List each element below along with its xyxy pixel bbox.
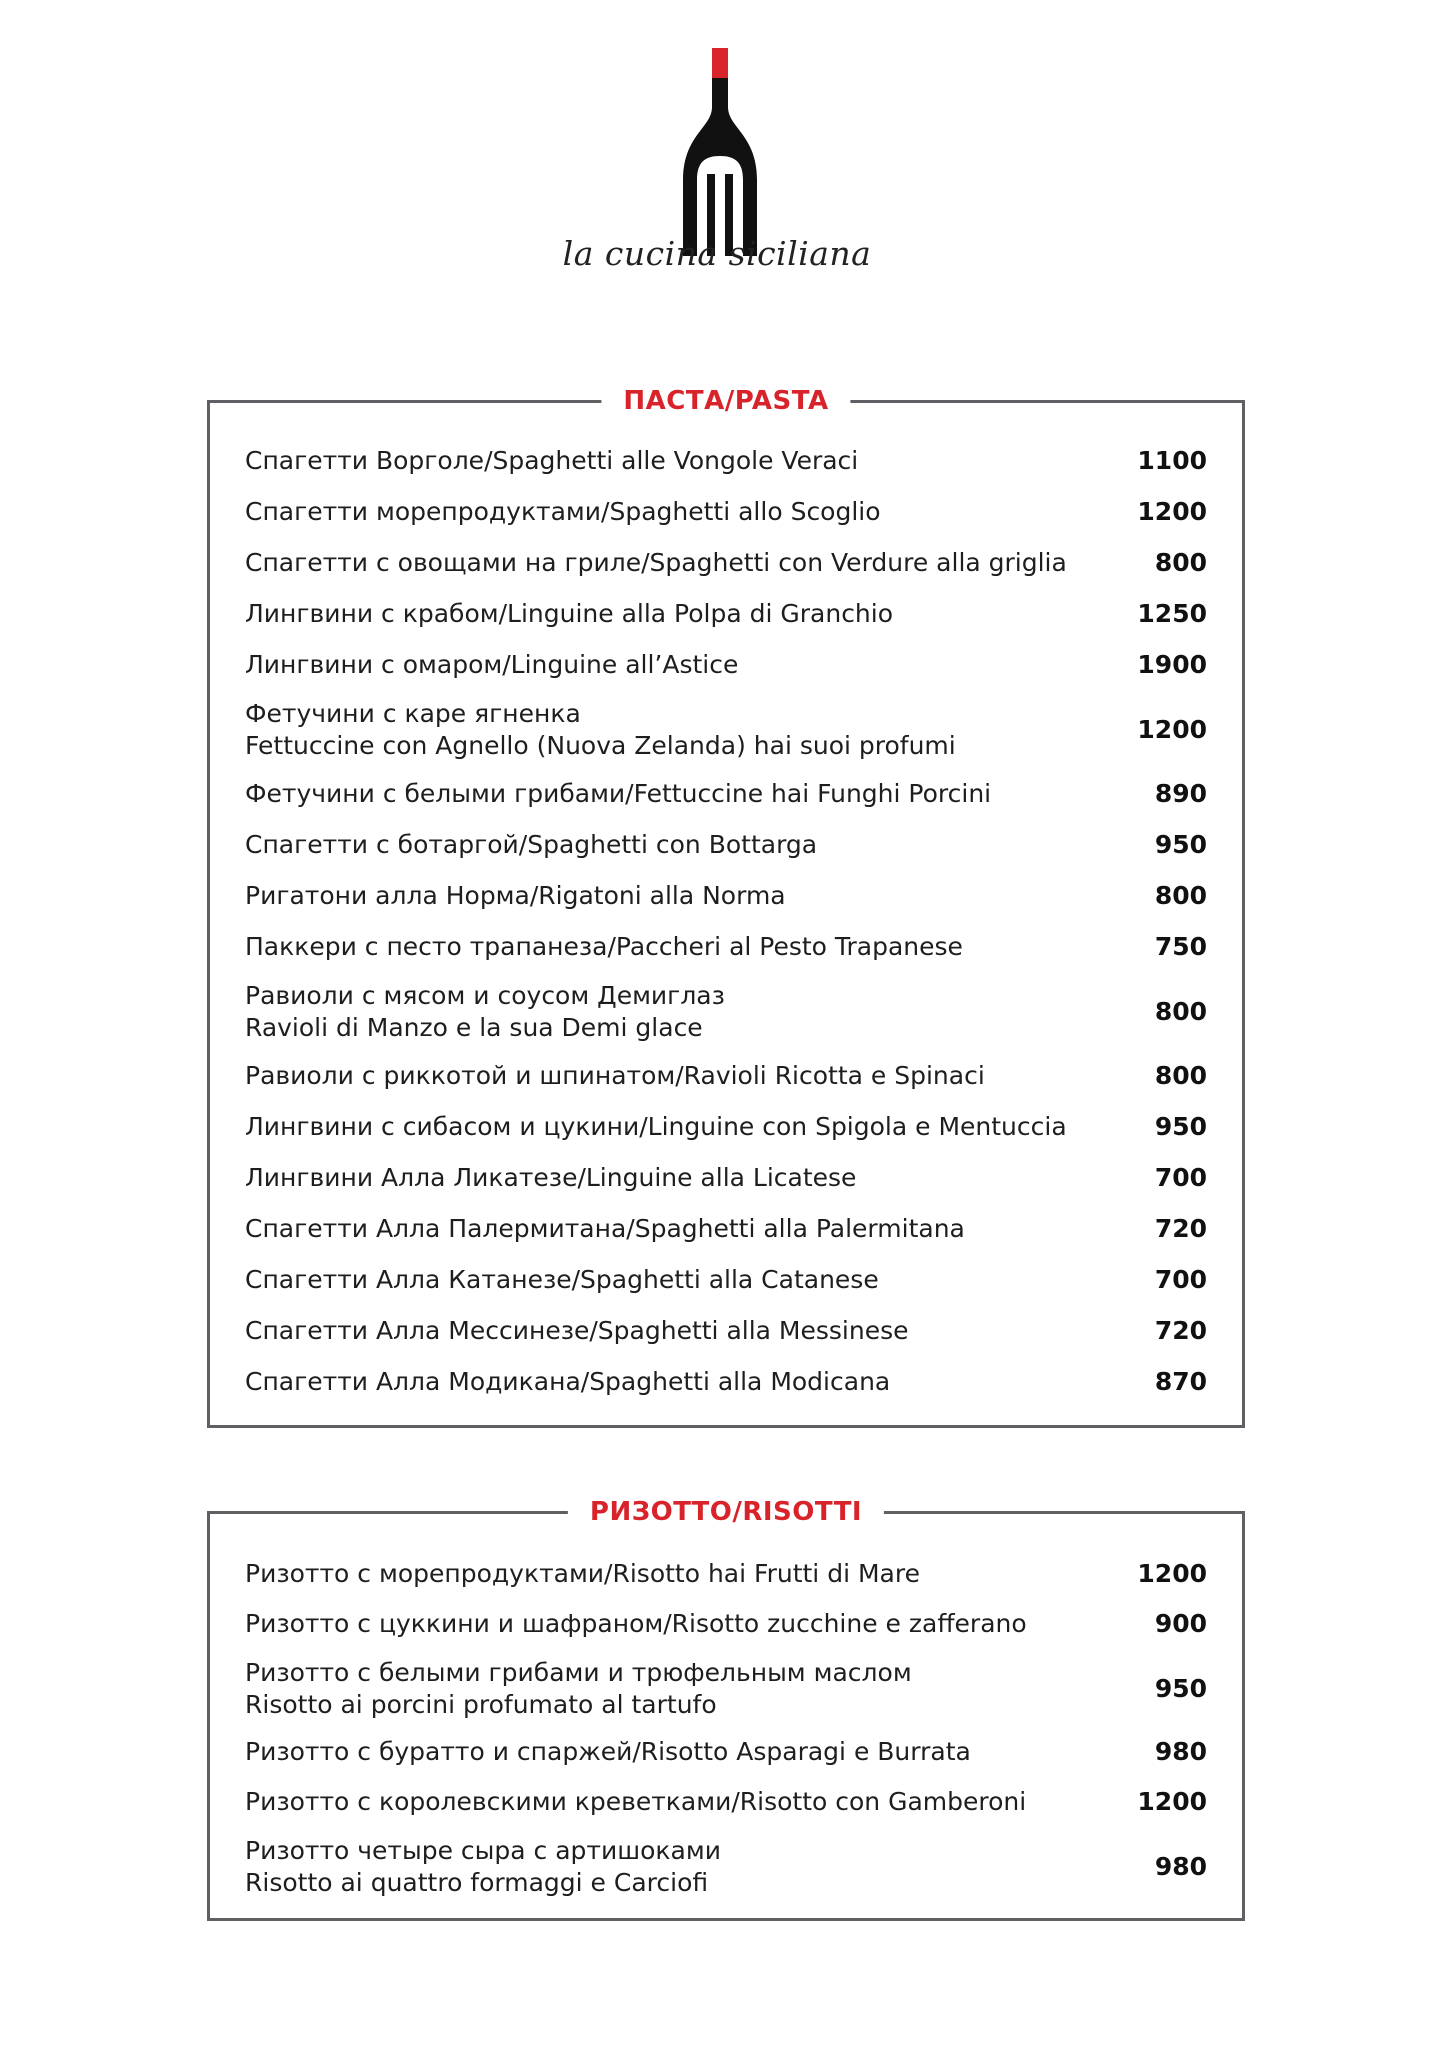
item-name: Ризотто с буратто и спаржей/Risotto Asparagi e Burrata xyxy=(245,1737,971,1766)
risotti-section xyxy=(207,1497,1245,1921)
menu-item xyxy=(245,1315,1207,1347)
item-name: Лингвини Алла Ликатезе/Linguine alla Licatese xyxy=(245,1163,857,1192)
menu-item xyxy=(245,1162,1207,1194)
item-price: 900 xyxy=(1154,1609,1207,1638)
item-name: Спагетти Алла Катанезе/Spaghetti alla Catanese xyxy=(245,1265,879,1294)
item-price: 950 xyxy=(1154,830,1207,859)
item-price: 800 xyxy=(1154,1061,1207,1090)
item-price: 980 xyxy=(1154,1852,1207,1881)
item-name: Спагетти морепродуктами/Spaghetti allo Scoglio xyxy=(245,497,881,526)
item-name xyxy=(245,1835,721,1899)
item-name: Ризотто с королевскими креветками/Risotto con Gamberoni xyxy=(245,1787,1027,1816)
menu-item xyxy=(245,1264,1207,1296)
menu-item xyxy=(245,496,1207,528)
menu-item xyxy=(245,1060,1207,1092)
item-price: 750 xyxy=(1154,932,1207,961)
item-name: Спагетти с ботаргой/Spaghetti con Bottarga xyxy=(245,830,818,859)
item-price: 1900 xyxy=(1137,650,1207,679)
item-name: Лингвини с омаром/Linguine all’Astice xyxy=(245,650,739,679)
menu-item xyxy=(245,1111,1207,1143)
item-price: 870 xyxy=(1154,1367,1207,1396)
item-name-line2: Risotto ai quattro formaggi e Carciofi xyxy=(245,1868,709,1897)
item-price: 890 xyxy=(1154,779,1207,808)
item-price: 1200 xyxy=(1137,715,1207,744)
menu-item xyxy=(245,1558,1207,1590)
logo xyxy=(600,44,840,324)
item-name: Спагетти Алла Модикана/Spaghetti alla Modicana xyxy=(245,1367,891,1396)
menu-item xyxy=(245,598,1207,630)
item-name: Фетучини с белыми грибами/Fettuccine hai Funghi Porcini xyxy=(245,779,992,808)
item-price: 1100 xyxy=(1137,446,1207,475)
item-name-line2: Risotto ai porcini profumato al tartufo xyxy=(245,1690,717,1719)
item-price: 1200 xyxy=(1137,1559,1207,1588)
item-name-line1: Фетучини с каре ягненка xyxy=(245,699,581,728)
item-name-line2: Ravioli di Manzo e la sua Demi glace xyxy=(245,1013,703,1042)
menu-item xyxy=(245,979,1207,1045)
item-name: Равиоли с риккотой и шпинатом/Ravioli Ricotta e Spinaci xyxy=(245,1061,985,1090)
menu-item xyxy=(245,1786,1207,1818)
section-title: ПАСТА/PASTA xyxy=(601,381,850,421)
item-name: Ригатони алла Норма/Rigatoni alla Norma xyxy=(245,881,786,910)
item-price: 800 xyxy=(1154,881,1207,910)
menu-item xyxy=(245,445,1207,477)
item-name: Лингвини с крабом/Linguine alla Polpa di Granchio xyxy=(245,599,894,628)
menu-item xyxy=(245,649,1207,681)
item-name-line1: Ризотто с белыми грибами и трюфельным маслом xyxy=(245,1658,912,1687)
item-name: Лингвини с сибасом и цукини/Linguine con Spigola e Mentuccia xyxy=(245,1112,1067,1141)
item-name: Спагетти Ворголе/Spaghetti alle Vongole Veraci xyxy=(245,446,859,475)
item-name xyxy=(245,980,725,1044)
menu-item xyxy=(245,1656,1207,1722)
menu-item xyxy=(245,829,1207,861)
item-name: Паккери с песто трапанеза/Paccheri al Pesto Trapanese xyxy=(245,932,963,961)
menu-item xyxy=(245,547,1207,579)
item-name xyxy=(245,698,956,762)
item-price: 800 xyxy=(1154,997,1207,1026)
item-name-line1: Ризотто четыре сыра с артишоками xyxy=(245,1836,721,1865)
item-price: 980 xyxy=(1154,1737,1207,1766)
menu-item xyxy=(245,1366,1207,1398)
item-name xyxy=(245,1657,912,1721)
menu-item xyxy=(245,1736,1207,1768)
item-name-line2: Fettuccine con Agnello (Nuova Zelanda) hai suoi profumi xyxy=(245,731,956,760)
menu-item xyxy=(245,778,1207,810)
menu-item xyxy=(245,697,1207,763)
menu-item xyxy=(245,931,1207,963)
item-price: 720 xyxy=(1154,1316,1207,1345)
menu-item xyxy=(245,880,1207,912)
item-price: 720 xyxy=(1154,1214,1207,1243)
menu-item xyxy=(245,1213,1207,1245)
item-price: 1200 xyxy=(1137,1787,1207,1816)
item-price: 700 xyxy=(1154,1163,1207,1192)
item-name: Ризотто с морепродуктами/Risotto hai Frutti di Mare xyxy=(245,1559,920,1588)
item-name: Спагетти с овощами на гриле/Spaghetti con Verdure alla griglia xyxy=(245,548,1067,577)
item-name: Спагетти Алла Палермитана/Spaghetti alla Palermitana xyxy=(245,1214,965,1243)
pasta-section xyxy=(207,386,1245,1428)
item-price: 700 xyxy=(1154,1265,1207,1294)
item-name: Ризотто с цуккини и шафраном/Risotto zucchine e zafferano xyxy=(245,1609,1027,1638)
brand-name: la cucina siciliana xyxy=(562,234,872,273)
menu-item xyxy=(245,1834,1207,1900)
item-price: 1250 xyxy=(1137,599,1207,628)
menu-item xyxy=(245,1608,1207,1640)
wine-bottle-fork-logo-icon xyxy=(675,44,765,256)
item-name: Спагетти Алла Мессинезе/Spaghetti alla Messinese xyxy=(245,1316,909,1345)
item-name-line1: Равиоли с мясом и соусом Демиглаз xyxy=(245,981,725,1010)
item-price: 1200 xyxy=(1137,497,1207,526)
section-title: РИЗОТТО/RISOTTI xyxy=(568,1492,884,1532)
item-price: 800 xyxy=(1154,548,1207,577)
item-price: 950 xyxy=(1154,1112,1207,1141)
item-price: 950 xyxy=(1154,1674,1207,1703)
